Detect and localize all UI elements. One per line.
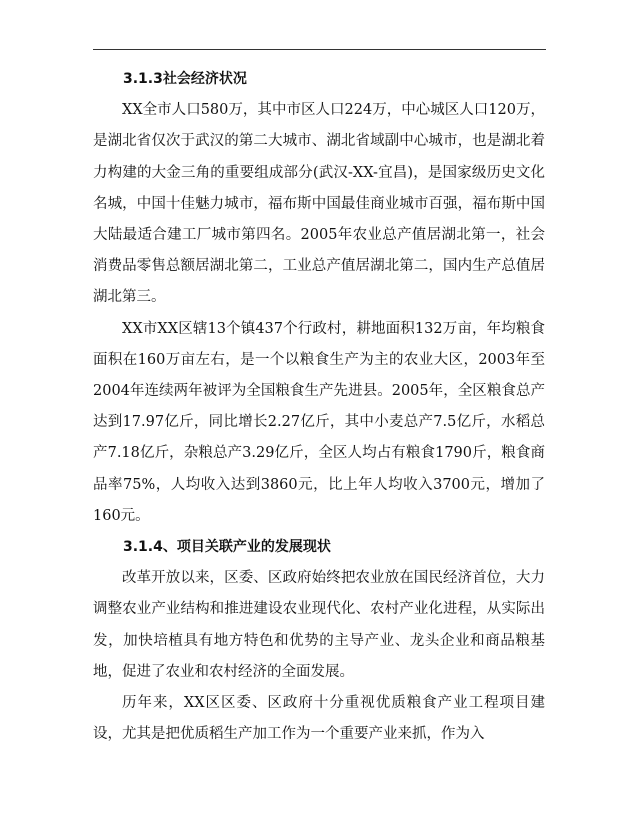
paragraph-grain-production: XX市XX区辖13个镇437个行政村，耕地面积132万亩，年均粮食面积在160万亩左右，是一个以粮食生产为主的农业大区，2003年至2004年连续两年被评为全国粮食生产先进县。2005年，全区粮食总产达到17.97亿斤，同比增长2.27亿斤，其中小麦总产7.5亿斤，水稻总产7.18亿斤，杂粮总产3.29亿斤，全区人均占有粮食1790斤，粮食商品率75%，人均收入达到3860元，比上年人均收入3700元，增加了160元。	[93, 320, 545, 524]
paragraph-reform: 改革开放以来，区委、区政府始终把农业放在国民经济首位，大力调整农业产业结构和推进建设农业现代化、农村产业化进程，从实际出发，加快培植具有地方特色和优势的主导产业、龙头企业和商品粮基地，促进了农业和农村经济的全面发展。	[93, 570, 545, 680]
paragraph-quality-grain: 历年来，XX区区委、区政府十分重视优质粮食产业工程项目建设，尤其是把优质稻生产加工作为一个重要产业来抓，作为入	[93, 695, 545, 743]
section-heading-industry-status: 3.1.4、项目关联产业的发展现状	[123, 539, 331, 556]
paragraph-population: XX全市人口580万，其中市区人口224万，中心城区人口120万，是湖北省仅次于武汉的第二大城市、湖北省域副中心城市，也是湖北着力构建的大金三角的重要组成部分(武汉-XX-宜昌)，是国家级历史文化名城，中国十佳魅力城市，福布斯中国最佳商业城市百强，福布斯中国大陆最适合建工厂城市第四名。2005年农业总产值居湖北第一，社会消费品零售总额居湖北第二，工业总产值居湖北第二，国内生产总值居湖北第三。	[93, 102, 545, 306]
header-rule	[93, 49, 546, 50]
section-heading-social-economy: 3.1.3社会经济状况	[123, 71, 247, 87]
document-body	[93, 64, 545, 750]
